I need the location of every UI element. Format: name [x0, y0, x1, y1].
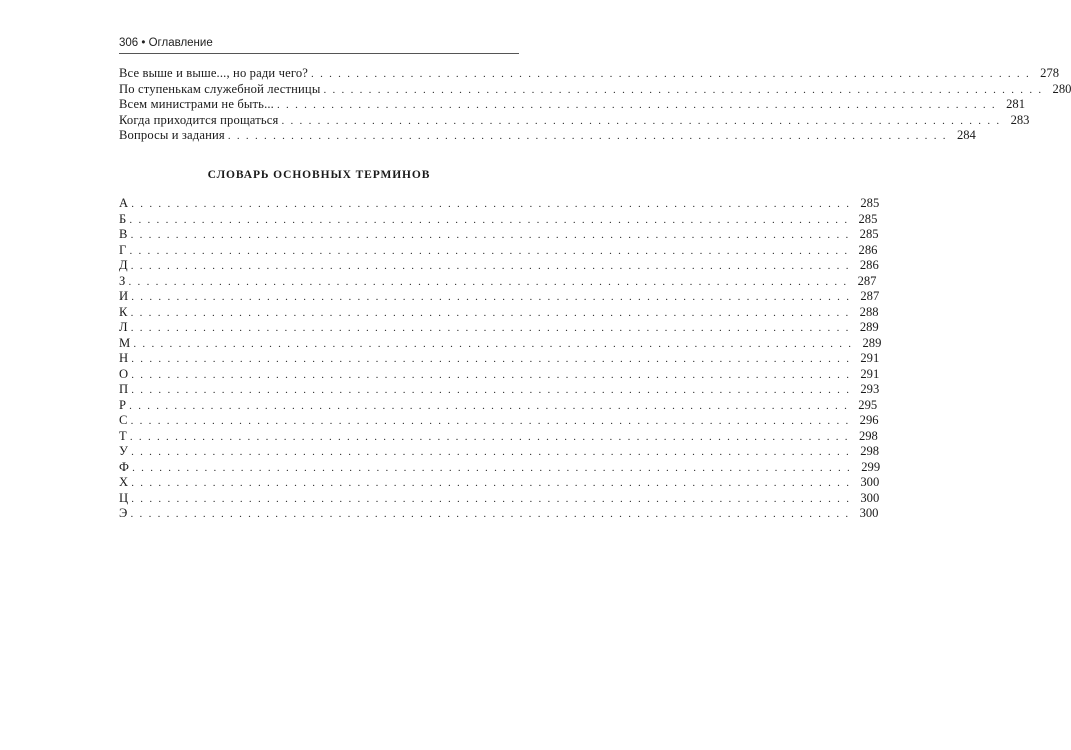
- dot-leader: ................................................................................: [131, 384, 856, 396]
- toc-entry-page: 278: [1040, 66, 1060, 80]
- toc-entry-page: 283: [1010, 112, 1030, 127]
- dictionary-page: 287: [860, 289, 880, 303]
- dictionary-entry[interactable]: [119, 413, 879, 429]
- dot-leader: ................................................................................: [129, 399, 854, 412]
- dictionary-page: 285: [859, 227, 879, 241]
- dictionary-entry[interactable]: [119, 397, 878, 414]
- dot-leader: ................................................................................: [132, 461, 857, 474]
- dictionary-page: 296: [859, 413, 879, 427]
- toc-entry-title: Все выше и выше..., но ради чего?: [119, 66, 309, 80]
- dictionary-entry[interactable]: [119, 444, 880, 460]
- dictionary-page: 298: [860, 444, 880, 458]
- dictionary-page: 285: [860, 196, 880, 210]
- dot-leader: ................................................................................: [130, 415, 855, 427]
- dictionary-letter: Ц: [119, 490, 129, 505]
- dot-leader: ................................................................................: [131, 198, 856, 210]
- dot-leader: ................................................................................: [276, 99, 1001, 112]
- dot-leader: ................................................................................: [131, 353, 856, 365]
- dictionary-entry[interactable]: [119, 273, 877, 290]
- dictionary-entry[interactable]: [119, 351, 880, 367]
- dot-leader: ................................................................................: [129, 213, 854, 226]
- dictionary-page: 295: [858, 397, 878, 412]
- dictionary-letter: Э: [119, 506, 128, 520]
- dot-leader: ................................................................................: [129, 430, 854, 443]
- dictionary-entry[interactable]: [119, 459, 881, 476]
- dictionary-letter: Р: [119, 397, 127, 412]
- toc-entry-page: 281: [1006, 97, 1025, 112]
- dictionary-entry[interactable]: [119, 506, 879, 522]
- dictionary-letter: З: [119, 273, 126, 288]
- dot-leader: ................................................................................: [130, 322, 855, 334]
- toc-entry[interactable]: [119, 66, 1060, 82]
- dictionary-page: 299: [861, 459, 881, 474]
- dictionary-page: 286: [858, 242, 878, 257]
- dot-leader: ................................................................................: [130, 260, 855, 272]
- dot-leader: ................................................................................: [128, 275, 853, 288]
- dictionary-letter: П: [119, 382, 129, 396]
- dictionary-entry[interactable]: [119, 366, 880, 383]
- dictionary-letter: К: [119, 304, 128, 319]
- dictionary-entry[interactable]: [119, 211, 878, 228]
- toc-entry[interactable]: [119, 81, 1071, 98]
- dot-leader: ................................................................................: [133, 337, 858, 350]
- dot-leader: ................................................................................: [311, 68, 1036, 80]
- dot-leader: ................................................................................: [129, 244, 854, 257]
- dictionary-entry[interactable]: [119, 335, 882, 352]
- dictionary-entry[interactable]: [119, 320, 879, 336]
- dot-leader: ................................................................................: [131, 446, 856, 458]
- dictionary-letter: Н: [119, 351, 129, 365]
- dot-leader: ................................................................................: [131, 492, 856, 505]
- toc-entry[interactable]: [119, 97, 1025, 113]
- toc-entry[interactable]: [119, 112, 1030, 129]
- dictionary-letter: Г: [119, 242, 127, 257]
- dictionary-page: 289: [862, 335, 882, 350]
- dot-leader: ................................................................................: [323, 83, 1048, 96]
- toc-top-list: [119, 66, 1071, 144]
- dictionary-page: 285: [858, 211, 878, 226]
- dictionary-title: СЛОВАРЬ ОСНОВНЫХ ТЕРМИНОВ: [207, 169, 431, 181]
- dictionary-entry[interactable]: [119, 382, 880, 398]
- dictionary-page: 291: [860, 366, 880, 381]
- toc-entry-title: Когда приходится прощаться: [119, 112, 279, 127]
- toc-entry-page: 280: [1052, 81, 1071, 96]
- dictionary-entry[interactable]: [119, 490, 880, 507]
- dot-leader: ................................................................................: [227, 130, 952, 143]
- dictionary-letter: А: [119, 196, 129, 210]
- dictionary-letter: О: [119, 366, 129, 381]
- dictionary-letter: Х: [119, 475, 129, 489]
- dictionary-entry[interactable]: [119, 304, 879, 321]
- dictionary-entry[interactable]: [119, 196, 880, 212]
- dictionary-letter: И: [119, 289, 129, 303]
- dot-leader: ................................................................................: [130, 306, 855, 319]
- dictionary-page: 298: [858, 428, 878, 443]
- dictionary-page: 291: [860, 351, 880, 365]
- header-rule: [119, 53, 519, 54]
- dictionary-letter: У: [119, 444, 129, 458]
- toc-entry-title: Вопросы и задания: [119, 128, 225, 143]
- dictionary-entry[interactable]: [119, 289, 880, 305]
- dictionary-letter: С: [119, 413, 128, 427]
- dictionary-letter: Б: [119, 211, 127, 226]
- dictionary-page: 286: [859, 258, 879, 272]
- dot-leader: ................................................................................: [131, 368, 856, 381]
- dictionary-entry[interactable]: [119, 475, 880, 491]
- dot-leader: ................................................................................: [130, 508, 855, 520]
- running-header: 306 • Оглавление: [119, 37, 213, 49]
- toc-entry[interactable]: [119, 128, 976, 144]
- dictionary-letter: Ф: [119, 459, 130, 474]
- dictionary-entry[interactable]: [119, 258, 879, 274]
- dictionary-entry[interactable]: [119, 227, 879, 243]
- dictionary-page: 300: [859, 506, 879, 520]
- dictionary-entry[interactable]: [119, 428, 878, 445]
- dot-leader: ................................................................................: [130, 229, 855, 241]
- dictionary-letter: Л: [119, 320, 128, 334]
- dictionary-list: [119, 196, 882, 522]
- dictionary-letter: Т: [119, 428, 127, 443]
- dot-leader: ................................................................................: [131, 477, 856, 489]
- dot-leader: ................................................................................: [281, 114, 1006, 127]
- dictionary-letter: Д: [119, 258, 128, 272]
- dictionary-letter: В: [119, 227, 128, 241]
- dictionary-page: 289: [859, 320, 879, 334]
- dictionary-page: 293: [860, 382, 880, 396]
- dictionary-page: 287: [857, 273, 877, 288]
- dictionary-page: 288: [859, 304, 879, 319]
- dictionary-letter: М: [119, 335, 131, 350]
- dictionary-page: 300: [860, 475, 880, 489]
- toc-entry-title: Всем министрами не быть...: [119, 97, 274, 112]
- dictionary-entry[interactable]: [119, 242, 878, 259]
- toc-entry-title: По ступенькам служебной лестницы: [119, 81, 321, 96]
- dot-leader: ................................................................................: [131, 291, 856, 303]
- dictionary-page: 300: [860, 490, 880, 505]
- toc-entry-page: 284: [956, 128, 976, 143]
